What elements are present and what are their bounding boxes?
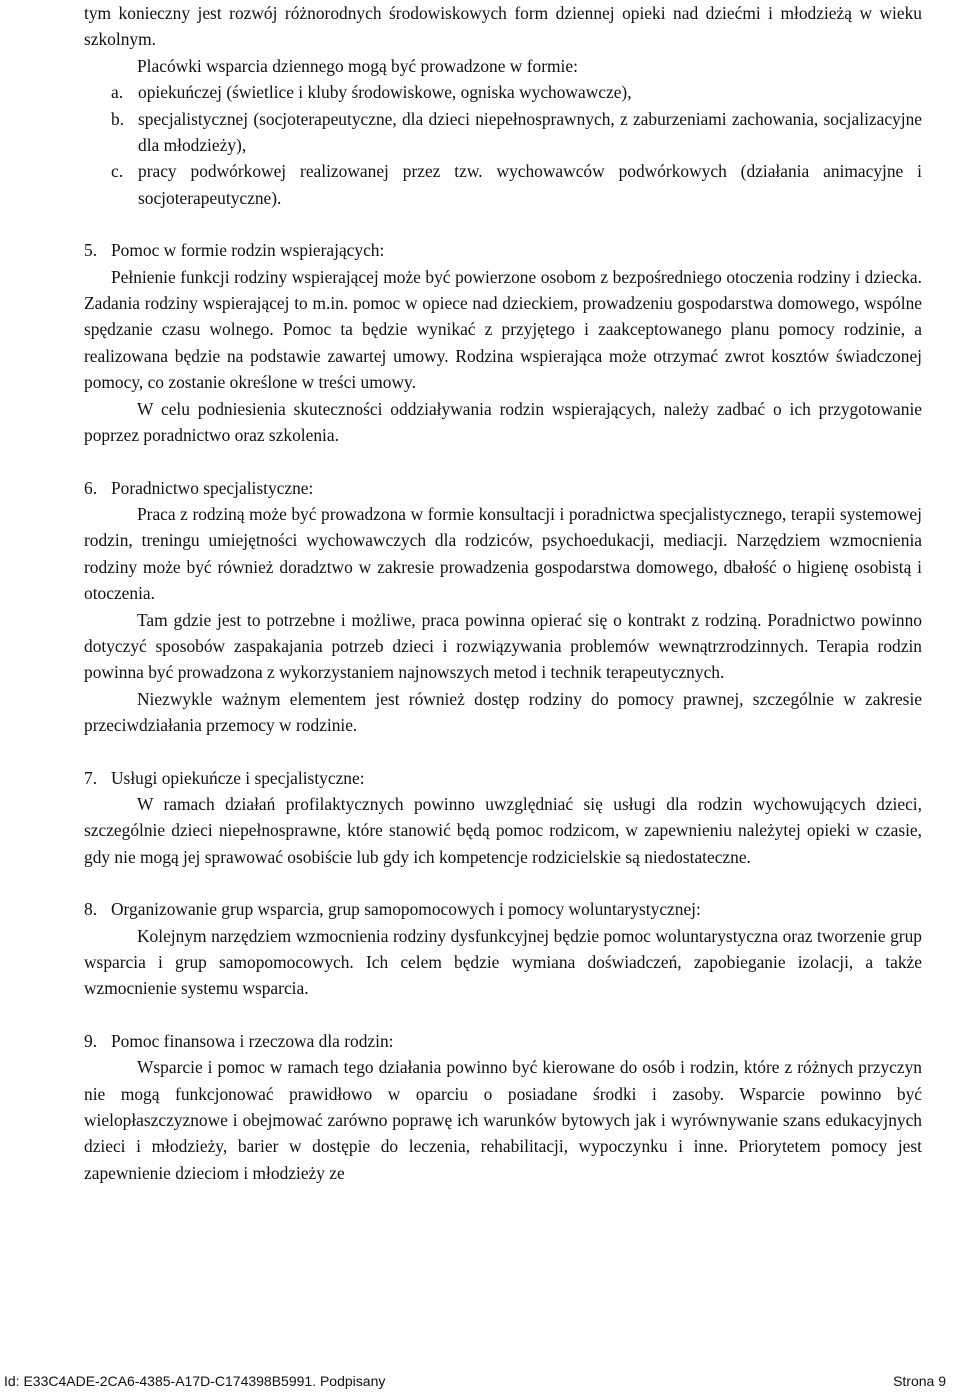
list-item-text: pracy podwórkowej realizowanej przez tzw. wychowawców podwórkowych (działania animacyjne i socjoterapeutyczne).	[138, 161, 922, 208]
document-page	[84, 0, 922, 1186]
section-9	[84, 1028, 922, 1186]
section-8	[84, 896, 922, 1002]
section-paragraph: W celu podniesienia skuteczności oddziaływania rodzin wspierających, należy zadbać o ich przygotowanie poprzez poradnictwo oraz szkolenia.	[84, 398, 922, 446]
section-paragraph: Pełnienie funkcji rodziny wspierającej może być powierzone osobom z bezpośredniego otoczenia rodziny i dziecka. Zadania rodziny wspierającej to m.in. pomoc w opiece nad dzieckiem, prowadzeniu gospodarstwa domowego, wspólne spędzanie czasu wolnego. Pomoc ta będzie wynikać z przyjętego i zaakceptowanego planu pomocy rodzinie, a realizowana będzie na podstawie zawartej umowy. Rodzina wspierająca może otrzymać zwrot kosztów świadczonej pomocy, co zostanie określone w treści umowy.	[84, 266, 922, 393]
list-marker: c.	[111, 161, 124, 182]
intro-list	[111, 79, 922, 211]
section-number: 6.	[84, 477, 98, 498]
page-number: Strona 9	[893, 1373, 946, 1389]
section-6	[84, 475, 922, 739]
section-paragraph: Praca z rodziną może być prowadzona w formie konsultacji i poradnictwa specjalistycznego, terapii systemowej rodzin, treningu umiejętności wychowawczych dla rodziców, psychoedukacji, mediacji. Narzędziem wzmocnienia rodziny może być również doradztwo w zakresie prowadzenia gospodarstwa domowego, dbałość o higienę osobistą i otoczenia.	[84, 503, 922, 604]
section-paragraph: Wsparcie i pomoc w ramach tego działania powinno być kierowane do osób i rodzin, które z różnych przyczyn nie mogą funkcjonować prawidłowo w oparciu o posiadane środki i zasoby. Wsparcie powinno być wielopłaszczyznowe i obejmować zarówno poprawę ich warunków bytowych jak i wyrównywanie szans edukacyjnych dzieci i młodzieży, barier w dostępie do leczenia, rehabilitacji, wypoczynku i inne. Priorytetem pomocy jest zapewnienie dzieciom i młodzieży ze	[84, 1057, 922, 1183]
section-number: 7.	[84, 767, 98, 788]
section-number: 9.	[84, 1030, 98, 1051]
section-paragraph: W ramach działań profilaktycznych powinno uwzględniać się usługi dla rodzin wychowujących dzieci, szczególnie dzieci niepełnosprawne, które stanowić będą pomoc rodzicom, w zapewnieniu należytej opieki w czasie, gdy nie mogą jej sprawować osobiście lub gdy ich kompetencje rodzicielskie są niedostateczne.	[84, 793, 922, 867]
section-title: Pomoc w formie rodzin wspierających:	[111, 240, 385, 261]
section-number: 5.	[84, 240, 98, 261]
section-paragraph: Tam gdzie jest to potrzebne i możliwe, praca powinna opierać się o kontrakt z rodziną. Poradnictwo powinno dotyczyć sposobów zaspakajania potrzeb dzieci i rozwiązywania problemów wewnątrzrodzinnych. Terapia rodzin powinna być prowadzona z wykorzystaniem najnowszych metod i technik terapeutycznych.	[84, 609, 922, 683]
list-marker: b.	[111, 108, 125, 129]
section-5	[84, 237, 922, 448]
intro-paragraph: tym konieczny jest rozwój różnorodnych środowiskowych form dziennej opieki nad dziećmi i młodzieżą w wieku szkolnym.	[84, 3, 922, 50]
section-title: Organizowanie grup wsparcia, grup samopomocowych i pomocy woluntarystycznej:	[111, 899, 701, 920]
intro-lead: Placówki wsparcia dziennego mogą być prowadzone w formie:	[137, 55, 578, 76]
section-title: Poradnictwo specjalistyczne:	[111, 477, 314, 498]
section-paragraph: Kolejnym narzędziem wzmocnienia rodziny dysfunkcyjnej będzie pomoc woluntarystyczna oraz tworzenie grup wsparcia i grup samopomocowych. Ich celem będzie wymiana doświadczeń, zapobieganie izolacji, a także wzmocnienie systemu wsparcia.	[84, 925, 922, 999]
section-heading	[84, 1028, 922, 1054]
list-item-text: opiekuńczej (świetlice i kluby środowiskowe, ogniska wychowawcze),	[138, 82, 632, 103]
section-heading	[84, 765, 922, 791]
section-heading	[84, 237, 922, 263]
section-title: Pomoc finansowa i rzeczowa dla rodzin:	[111, 1030, 394, 1051]
section-7	[84, 765, 922, 871]
section-paragraph: Niezwykle ważnym elementem jest również dostęp rodziny do pomocy prawnej, szczególnie w zakresie przeciwdziałania przemocy w rodzinie.	[84, 688, 922, 736]
list-marker: a.	[111, 82, 124, 103]
list-item	[111, 158, 922, 211]
list-item-text: specjalistycznej (socjoterapeutyczne, dla dzieci niepełnosprawnych, z zaburzeniami zachowania, socjalizacyjne dla młodzieży),	[138, 108, 922, 156]
document-id: Id: E33C4ADE-2CA6-4385-A17D-C174398B5991. Podpisany	[4, 1373, 386, 1389]
section-heading	[84, 896, 922, 922]
section-number: 8.	[84, 899, 98, 920]
section-title: Usługi opiekuńcze i specjalistyczne:	[111, 767, 365, 788]
list-item	[111, 79, 922, 105]
section-heading	[84, 475, 922, 501]
list-item	[111, 106, 922, 159]
